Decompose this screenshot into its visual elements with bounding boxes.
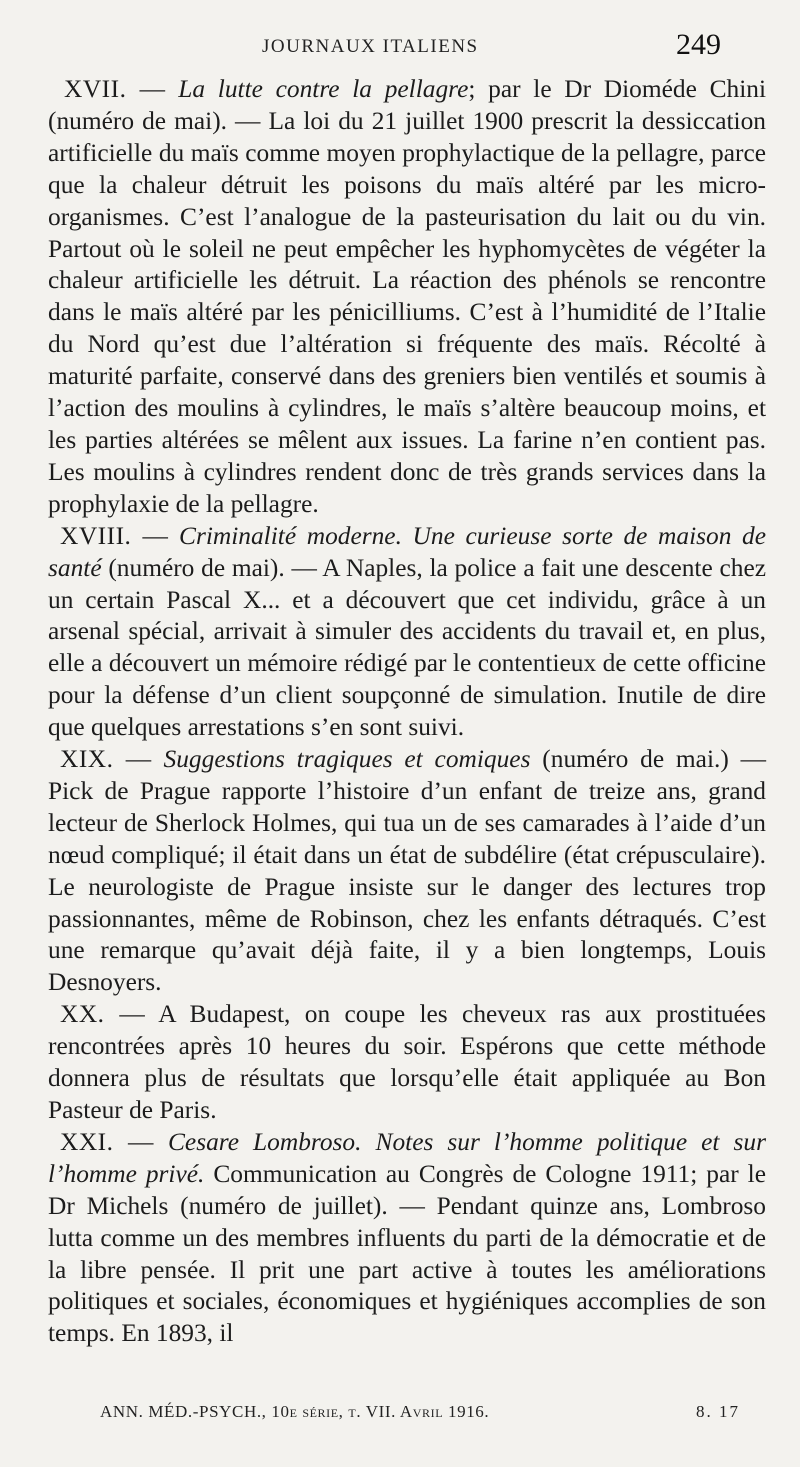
journal-reference: ANN. MÉD.-PSYCH., 10e série, t. VII. Avril 1916.	[100, 1402, 490, 1421]
paragraph-number: XIX. —	[60, 745, 152, 774]
paragraph-title: Suggestions tragiques et comiques	[163, 745, 531, 774]
paragraph-text: A Budapest, on coupe les cheveux ras aux prostituées rencontrées après 10 heures du soir. Espérons que cette méthode donnera plus de résultats que lorsqu’elle était appliquée au Bon Pasteur de Paris.	[48, 1000, 766, 1124]
paragraph-text: Communication au Congrès de Cologne 1911; par le Dr Michels (numéro de juillet). — Pendant quinze ans, Lombroso lutta comme un des membres influents du parti de la démocratie et de la libre pensée. Il prit une part active à toutes les améliorations politiques et sociales, économiques et hygiéniques accomplies de son temps. En 1893, il	[48, 1159, 766, 1348]
paragraph-title: La lutte contre la pellagre	[178, 75, 469, 103]
paragraph-xxi	[48, 1127, 766, 1350]
paragraph-xvii	[48, 74, 766, 521]
body-text	[48, 74, 766, 1350]
paragraph-title: Cesare Lombroso. Notes sur l’homme politique et sur l’homme privé.	[48, 1127, 766, 1188]
signature-mark: 8. 17	[696, 1402, 740, 1421]
running-head	[0, 28, 800, 68]
paragraph-title: Criminalité moderne. Une curieuse sorte de maison de santé	[48, 521, 766, 582]
paragraph-text: ; par le Dr Dioméde Chini (numéro de mai). — La loi du 21 juillet 1900 prescrit la dessiccation artificielle du maïs comme moyen prophylactique de la pellagre, parce que la chaleur détruit les poisons du maïs altéré par les micro-organismes. C’est l’analogue de la pasteurisation du lait ou du vin. Partout où le soleil ne peut empêcher les hyphomycètes de végéter la chaleur artificielle les détruit. La réaction des phénols se rencontre dans le maïs altéré par les pénicilliums. C’est à l’humidité de l’Italie du Nord qu’est due l’altération si fréquente des maïs. Récolté à maturité parfaite, conservé dans des greniers bien ventilés et soumis à l’action des moulins à cylindres, le maïs s’altère beaucoup moins, et les parties altérées se mêlent aux issues. La farine n’en contient pas. Les moulins à cylindres rendent donc de très grands services dans la prophylaxie de la pellagre.	[48, 75, 766, 518]
paragraph-xix	[48, 744, 766, 999]
paragraph-text: (numéro de mai). — A Naples, la police a fait une descente chez un certain Pascal X... et a découvert que cet individu, grâce à un arsenal spécial, arrivait à simuler des accidents du travail et, en plus, elle a découvert un mémoire rédigé par le contentieux de cette officine pour la défense d’un client soupçonné de simulation. Inutile de dire que quelques arrestations s’en sont suivi.	[48, 553, 766, 742]
paragraph-number: XVIII. —	[60, 521, 169, 550]
page-footer	[100, 1402, 740, 1430]
paragraph-xx	[48, 999, 766, 1127]
paragraph-number: XX. —	[60, 1000, 146, 1029]
paragraph-text: (numéro de mai.) — Pick de Prague rapporte l’histoire d’un enfant de treize ans, grand lecteur de Sherlock Holmes, qui tua un de ses camarades à l’aide d’un nœud compliqué; il était dans un état de subdélire (état crépusculaire). Le neurologiste de Prague insiste sur le danger des lectures trop passionnantes, même de Robinson, chez les enfants détraqués. C’est une remarque qu’avait déjà faite, il y a bien longtemps, Louis Desnoyers.	[48, 745, 767, 997]
paragraph-number: XVII. —	[64, 75, 166, 103]
running-title: JOURNAUX ITALIENS	[262, 36, 479, 57]
paragraph-xviii	[48, 521, 766, 744]
paragraph-number: XXI. —	[60, 1127, 154, 1156]
page-number: 249	[676, 28, 721, 61]
